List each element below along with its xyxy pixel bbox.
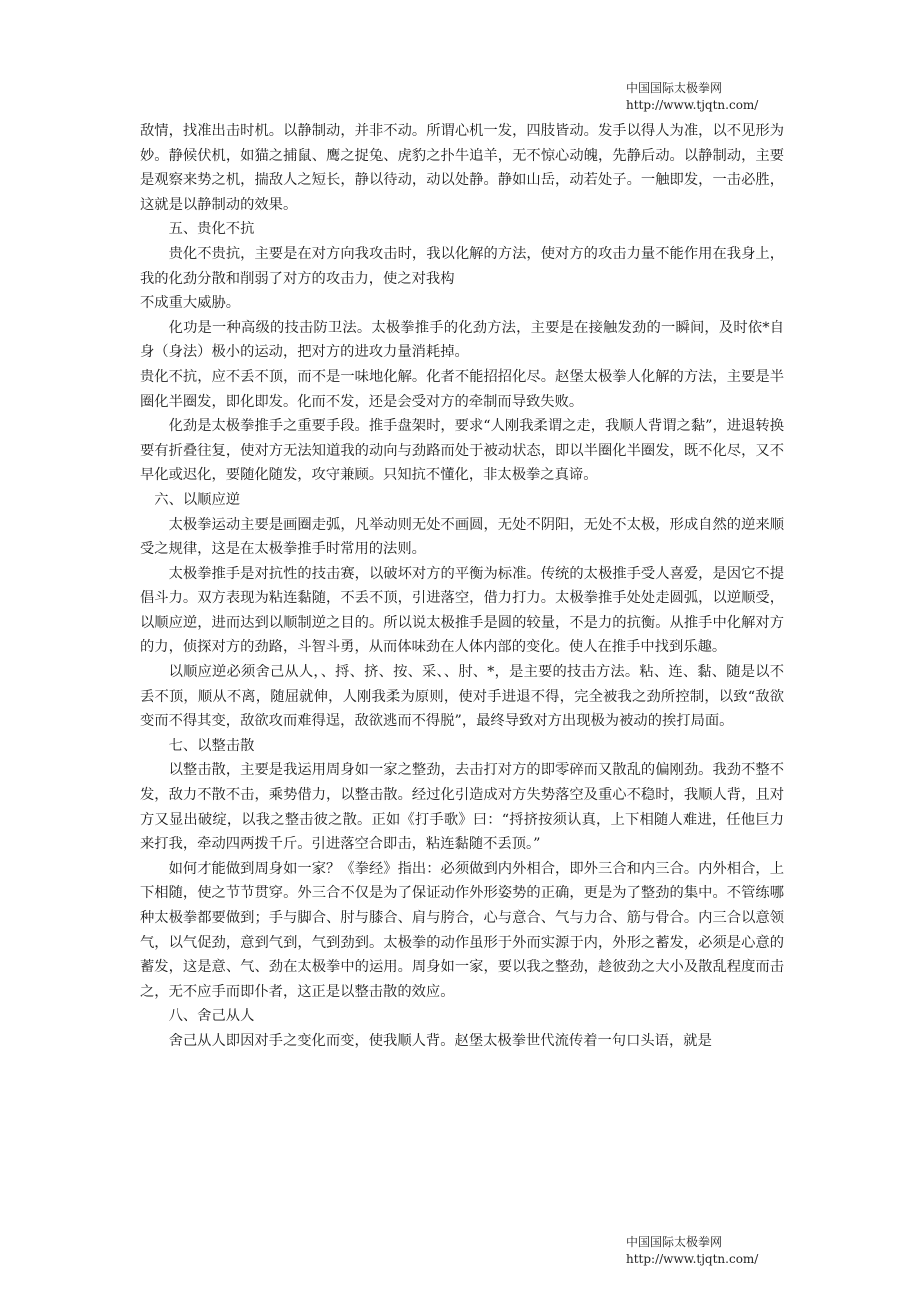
footer-url: http://www.tjqtn.com/ [626,1252,759,1266]
section-heading: 六、以顺应逆 [154,491,241,508]
header-url: http://www.tjqtn.com/ [626,98,759,112]
paragraph: 化劲是太极拳推手之重要手段。推手盘架时，要求“人刚我柔谓之走，我顺人背谓之黏”，进退转换要有折叠往复，使对方无法知道我的动向与劲路而处于被动状态，即以半圈化半圈发，既不化尽，又不早化或迟化，要随化随发，攻守兼顾。只知抗不懂化，非太极拳之真谛。 [140,418,784,484]
section-heading: 七、以整击散 [168,737,255,754]
document-body [140,119,784,1054]
paragraph: 太极拳运动主要是画圈走弧，凡举动则无处不画圆，无处不阴阳，无处不太极，形成自然的逆来顺受之规律，这是在太极拳推手时常用的法则。 [140,516,784,558]
section-heading: 五、贵化不抗 [168,221,255,238]
paragraph: 太极拳推手是对抗性的技击赛，以破坏对方的平衡为标准。传统的太极推手受人喜爱，是因它不提倡斗力。双方表现为粘连黏随，不丢不顶，引进落空，借力打力。太极拳推手处处走圆弧，以逆顺受，以顺应逆，进而达到以顺制逆之目的。所以说太极推手是圆的较量，不是力的抗衡。从推手中化解对方的力，侦探对方的劲路，斗智斗勇，从而体味劲在人体内部的变化。使人在推手中找到乐趣。 [140,565,784,656]
paragraph: 贵化不抗，应不丢不顶，而不是一味地化解。化者不能招招化尽。赵堡太极拳人化解的方法，主要是半圈化半圈发，即化即发。化而不发，还是会受对方的牵制而导致失败。 [140,368,784,410]
paragraph: 以顺应逆必须舍己从人，、捋、挤、按、采、、肘、*，是主要的技击方法。粘、连、黏、随是以不丢不顶，顺从不离，随屈就伸，人刚我柔为原则，使对手进退不得，完全被我之劲所控制，以致“敌欲变而不得其变，敌欲攻而难得逞，敌欲逃而不得脱”，最终导致对方出现极为被动的挨打局面。 [140,664,784,730]
section-heading: 八、舍己从人 [168,1008,255,1025]
paragraph: 如何才能做到周身如一家？《拳经》指出：必须做到内外相合，即外三合和内三合。内外相合，上下相随，使之节节贯穿。外三合不仅是为了保证动作外形姿势的正确，更是为了整劲的集中。不管练哪种太极拳都要做到；手与脚合、肘与膝合、肩与胯合，心与意合、气与力合、筋与骨合。内三合以意领气，以气促劲，意到气到，气到劲到。太极拳的动作虽形于外而实源于内，外形之蓄发，必须是心意的蓄发，这是意、气、劲在太极拳中的运用。周身如一家，要以我之整劲，趁彼劲之大小及散乱程度而击之，无不应手而即仆者，这正是以整击散的效应。 [140,860,784,1000]
page-footer [626,1234,758,1268]
paragraph: 以整击散，主要是我运用周身如一家之整劲，去击打对方的即零碎而又散乱的偏刚劲。我劲不整不发，敌力不散不击，乘势借力，以整击散。经过化引造成对方失势落空及重心不稳时，我顺人背，且对方又显出破绽，以我之整击彼之散。正如《打手歌》曰：“捋挤按须认真，上下相随人难进，任他巨力来打我，牵动四两拨千斤。引进落空合即击，粘连黏随不丢顶。” [140,762,784,853]
paragraph: 化功是一种高级的技击防卫法。太极拳推手的化劲方法，主要是在接触发劲的一瞬间，及时依*自身（身法）极小的运动，把对方的进攻力量消耗掉。 [140,319,784,361]
paragraph: 不成重大威胁。 [140,295,241,312]
paragraph: 敌情，找准出击时机。以静制动，并非不动。所谓心机一发，四肢皆动。发手以得人为准，以不见形为妙。静候伏机，如猫之捕鼠、鹰之捉兔、虎豹之扑牛追羊，无不惊心动魄，先静后动。以静制动，主要是观察来势之机，揣敌人之短长，静以待动，动以处静。静如山岳，动若处子。一触即发，一击必胜，这就是以静制动的效果。 [140,123,784,213]
paragraph: 舍己从人即因对手之变化而变，使我顺人背。赵堡太极拳世代流传着一句口头语，就是 [168,1032,712,1049]
footer-site-name: 中国国际太极拳网 [626,1235,723,1249]
page-header [626,80,758,114]
paragraph: 贵化不贵抗，主要是在对方向我攻击时，我以化解的方法，使对方的攻击力量不能作用在我身上，我的化劲分散和削弱了对方的攻击力，使之对我构 [140,245,784,287]
header-site-name: 中国国际太极拳网 [626,81,723,95]
